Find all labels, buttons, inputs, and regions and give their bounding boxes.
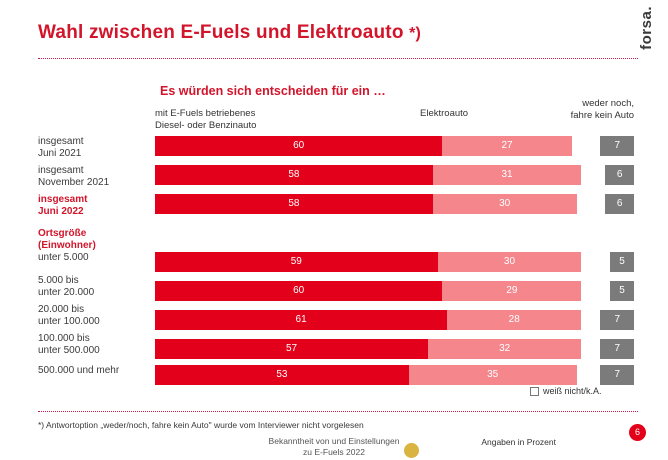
bar-segment-weissnicht	[581, 281, 610, 301]
bar-row	[155, 339, 634, 359]
page-number-badge: 6	[629, 424, 646, 441]
bar-segment-weder: 6	[605, 194, 634, 214]
row-label-line1: insgesamt	[38, 165, 84, 176]
bar-segment-efuels: 61	[155, 310, 447, 330]
bar-segment-weder: 5	[610, 281, 634, 301]
bar-segment-weissnicht	[577, 194, 606, 214]
row-label	[38, 136, 150, 160]
bar-row	[155, 136, 634, 156]
legend-efuels-line1: mit E-Fuels betriebenes	[155, 108, 256, 119]
legend-item-elektroauto: Elektroauto	[420, 108, 469, 119]
bar-row	[155, 194, 634, 214]
bar-segment-weder: 5	[610, 252, 634, 272]
chart-subtitle: Es würden sich entscheiden für ein …	[160, 84, 386, 98]
bar-segment-elektro: 28	[447, 310, 581, 330]
bar-segment-weissnicht	[581, 310, 600, 330]
bar-segment-weissnicht	[581, 252, 610, 272]
row-label-line1: unter 5.000	[38, 252, 89, 263]
bar-row	[155, 281, 634, 301]
bar-segment-elektro: 35	[409, 365, 577, 385]
bar-segment-weder: 7	[600, 136, 634, 156]
bar-segment-efuels: 53	[155, 365, 409, 385]
row-label	[38, 165, 150, 189]
row-label	[38, 275, 150, 299]
bar-row	[155, 365, 634, 385]
group-label-ortsgroesse	[38, 228, 158, 252]
bar-segment-weissnicht	[577, 365, 601, 385]
bar-segment-efuels: 59	[155, 252, 438, 272]
bar-row	[155, 310, 634, 330]
row-label-line2: Juni 2021	[38, 148, 82, 159]
bar-segment-elektro: 27	[442, 136, 571, 156]
bar-segment-weder: 7	[600, 339, 634, 359]
bar-segment-elektro: 30	[433, 194, 577, 214]
bar-segment-efuels: 60	[155, 281, 442, 301]
row-label	[38, 304, 150, 328]
iso-seal-icon	[404, 443, 421, 458]
row-label	[38, 365, 150, 377]
forsa-logo: forsa.	[638, 6, 655, 50]
row-label	[38, 194, 150, 218]
bar-row	[155, 165, 634, 185]
legend-weder-line2: fahre kein Auto	[570, 109, 634, 121]
legend-item-weiss-nicht	[530, 386, 602, 396]
footer-study-title	[0, 436, 668, 458]
row-label-line2: unter 100.000	[38, 316, 100, 327]
row-label-line1: 100.000 bis	[38, 333, 90, 344]
bar-segment-elektro: 29	[442, 281, 581, 301]
row-label-line1: 20.000 bis	[38, 304, 85, 315]
bar-segment-weissnicht	[581, 339, 600, 359]
row-label	[38, 252, 150, 264]
legend-swatch-weiss-nicht	[530, 387, 539, 396]
bar-segment-weissnicht	[572, 136, 601, 156]
row-label-line1: 5.000 bis	[38, 275, 79, 286]
footer-line1: Bekanntheit von und Einstellungen	[268, 436, 400, 446]
divider-bottom	[38, 411, 638, 412]
bar-segment-elektro: 32	[428, 339, 581, 359]
legend-weder-line1: weder noch,	[582, 98, 634, 109]
row-label	[38, 333, 150, 357]
row-label-line1: 500.000 und mehr	[38, 365, 120, 376]
row-label-line1: insgesamt	[38, 136, 84, 147]
bar-segment-weder: 6	[605, 165, 634, 185]
bar-segment-weder: 7	[600, 310, 634, 330]
bar-segment-efuels: 60	[155, 136, 442, 156]
group-label-line1: Ortsgröße	[38, 228, 87, 239]
row-label-line2: Juni 2022	[38, 206, 84, 217]
bar-segment-elektro: 30	[438, 252, 582, 272]
footer-line2: zu E-Fuels 2022	[303, 447, 365, 458]
row-label-line2: November 2021	[38, 177, 110, 188]
row-label-line1: insgesamt	[38, 194, 88, 205]
bar-segment-efuels: 58	[155, 165, 433, 185]
bar-segment-efuels: 58	[155, 194, 433, 214]
bar-segment-weissnicht	[581, 165, 605, 185]
title-footnote-marker: *)	[409, 25, 422, 42]
bar-segment-weder: 7	[600, 365, 634, 385]
legend-efuels-line2: Diesel- oder Benzinauto	[155, 119, 257, 131]
bar-row	[155, 252, 634, 272]
legend-weiss-nicht-label: weiß nicht/k.A.	[543, 386, 602, 396]
footer-unit-note: Angaben in Prozent	[481, 437, 556, 447]
bar-segment-efuels: 57	[155, 339, 428, 359]
footnote-text: *) Antwortoption „weder/noch, fahre kein Auto" wurde vom Interviewer nicht vorgelesen	[38, 420, 364, 430]
group-label-line2: (Einwohner)	[38, 240, 96, 251]
bar-segment-elektro: 31	[433, 165, 581, 185]
row-label-line2: unter 500.000	[38, 345, 100, 356]
page-title-text: Wahl zwischen E-Fuels und Elektroauto	[38, 22, 404, 43]
row-label-line2: unter 20.000	[38, 287, 95, 298]
